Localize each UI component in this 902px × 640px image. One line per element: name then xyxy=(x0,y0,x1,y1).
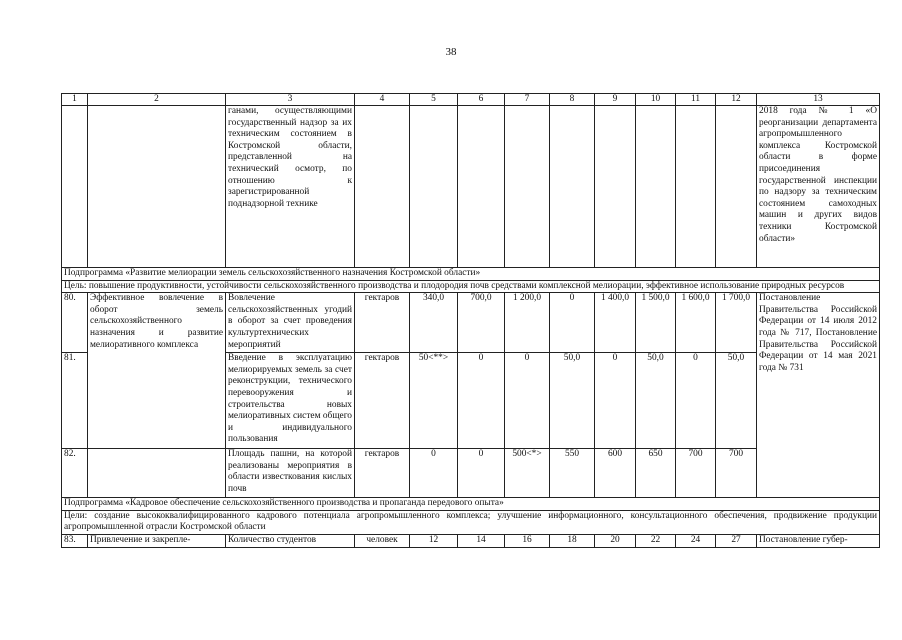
column-number: 13 xyxy=(757,94,880,106)
indicators-table xyxy=(61,93,880,548)
value-cell: 27 xyxy=(716,534,757,547)
value-cell: 18 xyxy=(550,534,595,547)
value-cell: 1 400,0 xyxy=(595,293,636,353)
value-cell: 340,0 xyxy=(410,293,458,353)
column-number-row xyxy=(62,94,880,106)
value-cell: 700 xyxy=(676,449,716,498)
column-number: 11 xyxy=(676,94,716,106)
value-cell: 20 xyxy=(595,534,636,547)
unit-cell: гектаров xyxy=(355,449,410,498)
value-cell: 50<**> xyxy=(410,353,458,449)
indicator-cell: Вовлечение сельскохозяйственных угодий в оборот за счет проведения культуртехнических мероприятий xyxy=(226,293,355,353)
row-number: 81. xyxy=(62,353,88,449)
continuation-indicator: ганами, осуществляющими государственный надзор за их техническим состоянием в Костромской области, представленной на технический осмотр, по отношению к зарегистрированной поднадзорной технике xyxy=(226,106,355,268)
value-cell: 0 xyxy=(458,353,505,449)
subprogram-goal: Цель: повышение продуктивности, устойчивости сельскохозяйственного производства и плодородия почв средствами комплексной мелиорации, эффективное использование природных ресурсов xyxy=(62,280,880,293)
subprogram-row xyxy=(62,268,880,281)
indicator-cell: Введение в эксплуатацию мелиорируемых земель за счет реконструкции, технического перевооружения и строительства новых мелиоративных систем общего и индивидуального пользования xyxy=(226,353,355,449)
column-number: 8 xyxy=(550,94,595,106)
value-cell: 0 xyxy=(676,353,716,449)
unit-cell: гектаров xyxy=(355,293,410,353)
value-cell: 0 xyxy=(458,449,505,498)
value-cell: 50,0 xyxy=(716,353,757,449)
value-cell: 50,0 xyxy=(636,353,676,449)
value-cell: 700 xyxy=(716,449,757,498)
value-cell: 650 xyxy=(636,449,676,498)
value-cell: 1 700,0 xyxy=(716,293,757,353)
task-cell: Привлечение и закрепле- xyxy=(88,534,226,547)
value-cell: 0 xyxy=(410,449,458,498)
column-number: 4 xyxy=(355,94,410,106)
goal-row xyxy=(62,280,880,293)
value-cell: 0 xyxy=(595,353,636,449)
value-cell: 22 xyxy=(636,534,676,547)
page-number: 38 xyxy=(445,46,457,58)
subprogram-goal: Цели: создание высококвалифицированного кадрового потенциала агропромышленного комплекса; улучшение информационного, консультационного обеспечения, продвижение продукции агропромышленной отрасли Костромской области xyxy=(62,510,880,534)
table-row xyxy=(62,293,880,353)
column-number: 10 xyxy=(636,94,676,106)
row-number: 80. xyxy=(62,293,88,353)
goal-row xyxy=(62,510,880,534)
unit-cell: гектаров xyxy=(355,353,410,449)
column-number: 1 xyxy=(62,94,88,106)
value-cell: 600 xyxy=(595,449,636,498)
value-cell: 14 xyxy=(458,534,505,547)
value-cell: 550 xyxy=(550,449,595,498)
column-number: 3 xyxy=(226,94,355,106)
value-cell: 1 600,0 xyxy=(676,293,716,353)
value-cell: 16 xyxy=(505,534,550,547)
task-cell: Эффективное вовлечение в оборот земель сельскохозяйственного назначения и развитие мелиоративного комплекса xyxy=(88,293,226,449)
value-cell: 0 xyxy=(550,293,595,353)
unit-cell: человек xyxy=(355,534,410,547)
basis-cell: Постановление Правительства Российской Федерации от 14 июля 2012 года № 717, Постановление Правительства Российской Федерации от 14 мая 2021 года № 731 xyxy=(757,293,880,498)
basis-cell: Постановление губер- xyxy=(757,534,880,547)
value-cell: 24 xyxy=(676,534,716,547)
table-row xyxy=(62,534,880,547)
indicator-cell: Площадь пашни, на которой реализованы мероприятия в области известкования кислых почв xyxy=(226,449,355,498)
column-number: 2 xyxy=(88,94,226,106)
continuation-basis: 2018 года № 1 «О реорганизации департамента агропромышленного комплекса Костромской области в форме присоединения государственной инспекции по надзору за техническим состоянием самоходных машин и других видов техники Костромской области» xyxy=(757,106,880,268)
continuation-row xyxy=(62,106,880,268)
value-cell: 1 200,0 xyxy=(505,293,550,353)
value-cell: 500<*> xyxy=(505,449,550,498)
value-cell: 50,0 xyxy=(550,353,595,449)
value-cell: 12 xyxy=(410,534,458,547)
task-cell-empty xyxy=(88,449,226,498)
value-cell: 0 xyxy=(505,353,550,449)
column-number: 12 xyxy=(716,94,757,106)
value-cell: 700,0 xyxy=(458,293,505,353)
column-number: 6 xyxy=(458,94,505,106)
subprogram-title: Подпрограмма «Развитие мелиорации земель сельскохозяйственного назначения Костромской области» xyxy=(62,268,880,281)
subprogram-title: Подпрограмма «Кадровое обеспечение сельскохозяйственного производства и пропаганда передового опыта» xyxy=(62,498,880,511)
value-cell: 1 500,0 xyxy=(636,293,676,353)
column-number: 5 xyxy=(410,94,458,106)
row-number: 82. xyxy=(62,449,88,498)
row-number: 83. xyxy=(62,534,88,547)
column-number: 9 xyxy=(595,94,636,106)
indicator-cell: Количество студентов xyxy=(226,534,355,547)
subprogram-row xyxy=(62,498,880,511)
column-number: 7 xyxy=(505,94,550,106)
